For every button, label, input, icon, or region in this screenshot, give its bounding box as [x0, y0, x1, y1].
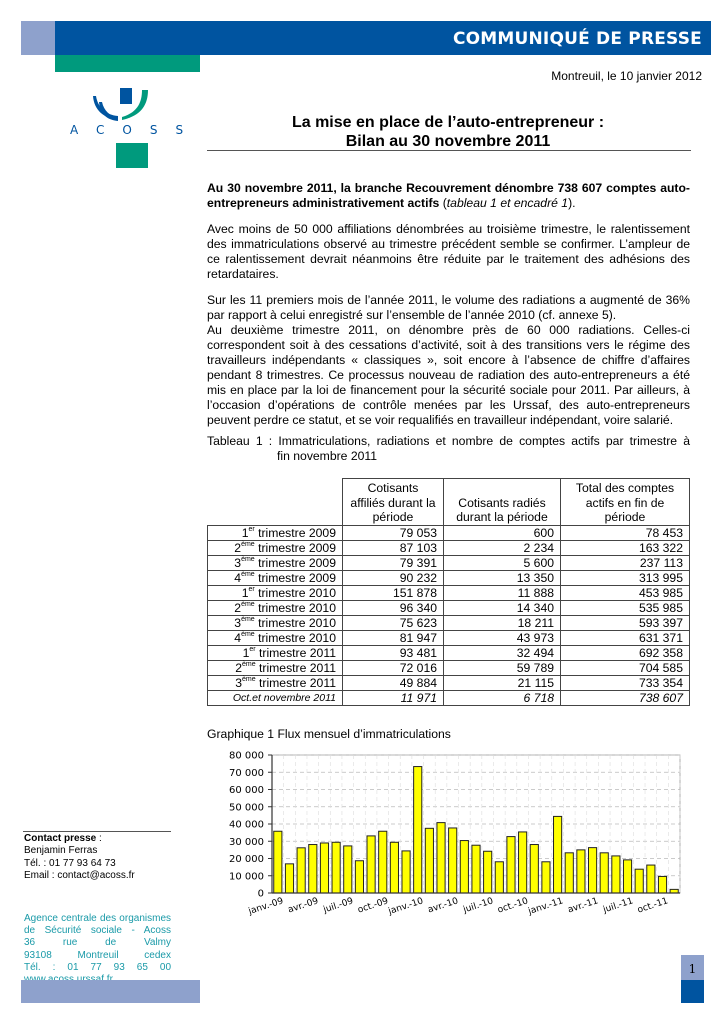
y-tick-label: 30 000 — [229, 836, 264, 848]
table-row: 3ème trimestre 2011 49 884 21 115 733 354 — [208, 675, 690, 690]
bar — [367, 836, 375, 893]
bar — [658, 876, 666, 893]
table-caption: Tableau 1 : Immatriculations, radiations et nombre de comptes actifs par trimestre à fin novembre 2011 — [207, 434, 690, 463]
x-tick-label: juil.-11 — [602, 896, 635, 916]
bar — [414, 767, 422, 893]
bar — [623, 860, 631, 893]
logo-wordmark: ACOSS — [70, 123, 202, 137]
data-table — [207, 478, 690, 706]
banner-title: COMMUNIQUÉ DE PRESSE — [452, 29, 702, 49]
x-tick-label: avr.-11 — [566, 896, 600, 916]
bar — [635, 869, 643, 893]
bar — [274, 831, 282, 893]
column-header: Total des comptes actifs en fin de période — [561, 479, 690, 526]
x-tick-label: juil.-10 — [462, 896, 495, 916]
contact-phone: Tél. : 01 77 93 64 73 — [24, 857, 116, 869]
sidebar-divider — [23, 831, 171, 832]
bar — [309, 845, 317, 893]
table-row: 3ème trimestre 2010 75 623 18 211 593 397 — [208, 615, 690, 630]
lead-paragraph: Au 30 novembre 2011, la branche Recouvrement dénombre 738 607 comptes auto-entrepreneurs administrativement actifs (tableau 1 et encadré 1). — [207, 181, 690, 210]
y-tick-label: 20 000 — [229, 854, 264, 865]
agency-address: Agence centrale des organismes de Sécurité sociale - Acoss 36 rue de Valmy 93108 Montreuil cedex Tél. : 01 77 93 65 00 — [24, 913, 171, 986]
bar — [588, 848, 596, 893]
document-title: La mise en place de l’auto-entrepreneur : Bilan au 30 novembre 2011 — [291, 114, 605, 150]
table-row: 1er trimestre 2009 79 053 600 78 453 — [208, 525, 690, 540]
bar — [600, 853, 608, 893]
header-light-block — [21, 21, 55, 55]
bar — [449, 828, 457, 893]
bar — [612, 856, 620, 893]
bar-chart — [205, 745, 695, 925]
table-row: 3ème trimestre 2009 79 391 5 600 237 113 — [208, 555, 690, 570]
bar — [402, 851, 410, 893]
y-tick-label: 70 000 — [229, 767, 264, 779]
table-row: 1er trimestre 2010 151 878 11 888 453 985 — [208, 585, 690, 600]
bar — [519, 832, 527, 893]
y-tick-label: 60 000 — [229, 785, 264, 796]
x-tick-label: janv.-09 — [247, 896, 285, 917]
y-tick-label: 40 000 — [229, 819, 264, 831]
bar — [379, 831, 387, 893]
table-row: 1er trimestre 2011 93 481 32 494 692 358 — [208, 645, 690, 660]
bar — [390, 842, 398, 893]
bar — [297, 848, 305, 893]
y-tick-label: 10 000 — [229, 871, 264, 883]
x-tick-label: janv.-10 — [387, 896, 425, 917]
page-number: 1 — [688, 962, 697, 976]
x-tick-label: janv.-11 — [527, 896, 565, 917]
header-green-block — [55, 55, 200, 72]
table-row: 4ème trimestre 2009 90 232 13 350 313 995 — [208, 570, 690, 585]
bar — [320, 843, 328, 893]
bar — [425, 828, 433, 893]
dateline: Montreuil, le 10 janvier 2012 — [551, 69, 702, 83]
table-row: 2ème trimestre 2009 87 103 2 234 163 322 — [208, 540, 690, 555]
bar — [530, 845, 538, 893]
x-tick-label: oct.-09 — [356, 896, 390, 916]
x-tick-label: oct.-11 — [636, 896, 670, 916]
page-number-accent — [681, 980, 704, 1003]
table-row: 2ème trimestre 2011 72 016 59 789 704 585 — [208, 660, 690, 675]
x-tick-label: avr.-09 — [286, 896, 320, 916]
y-tick-label: 0 — [257, 888, 264, 900]
paragraph-4: Au deuxième trimestre 2011, on dénombre près de 60 000 radiations. Celles-ci correspondent soit à des cessations d’activité, soit à des transitions vers le régime des travailleurs indépendants « classiques », soit encore à l’absence de chiffre d’affaires pendant 8 trimestres. Ce processus nouveau de radiation des auto-entrepreneurs a été mis en place par la loi de financement pour la sécurité sociale pour 2011. Par ailleurs, à l’occasion d’opérations de contrôle menées par les Urssaf, des auto-entrepreneurs peuvent perdre ce statut, et se voir requalifiés en travailleur indépendant, voire salarié. — [207, 323, 690, 427]
press-contact: Contact presse : Benjamin Ferras Tél. : 01 77 93 64 73 Email : contact@acoss.fr — [24, 833, 135, 881]
contact-email[interactable]: Email : contact@acoss.fr — [24, 869, 135, 881]
contact-name: Benjamin Ferras — [24, 845, 98, 857]
bar — [460, 841, 468, 893]
bar — [577, 850, 585, 893]
bar — [495, 862, 503, 893]
bar — [344, 846, 352, 893]
x-tick-label: avr.-10 — [426, 896, 460, 916]
bar — [472, 845, 480, 893]
title-divider — [207, 150, 691, 151]
bar — [565, 853, 573, 893]
bar — [285, 864, 293, 893]
y-tick-label: 50 000 — [229, 802, 264, 814]
x-tick-label: oct.-10 — [496, 896, 530, 916]
table-header-row — [208, 479, 690, 526]
y-tick-label: 80 000 — [229, 750, 264, 762]
footer-bar — [21, 980, 200, 1003]
bar — [484, 851, 492, 893]
bar — [647, 865, 655, 893]
column-header: Cotisants radiés durant la période — [444, 479, 561, 526]
bar — [437, 823, 445, 893]
x-tick-label: juil.-09 — [322, 896, 355, 916]
chart-title: Graphique 1 Flux mensuel d’immatriculations — [207, 727, 451, 741]
paragraph-3: Sur les 11 premiers mois de l’année 2011, le volume des radiations a augmenté de 36% par rapport à celui enregistré sur l’ensemble de l’année 2010 (cf. annexe 5). Au deuxième trimestre 2011, on dénombre près de 60 000 radiations. Celles-ci correspondent soit à des cessations d’activité, soit à des transitions vers le régime des travailleurs indépendants « classiques », soit encore à l’absence de chiffre d’affaires pendant 8 trimestres. Ce processus nouveau de radiation des auto-entrepreneurs a été mis en place par la loi de financement pour la sécurité sociale pour 2011. Par ailleurs, à l’occasion d’opérations de contrôle menées par les Urssaf, des auto-entrepreneurs peuvent perdre ce statut, et se voir requalifiés en travailleur indépendant, voire salarié. — [207, 293, 690, 427]
bar — [542, 862, 550, 893]
bar — [507, 837, 515, 893]
bar — [355, 861, 363, 893]
table-row: 2ème trimestre 2010 96 340 14 340 535 985 — [208, 600, 690, 615]
table-row: 4ème trimestre 2010 81 947 43 973 631 371 — [208, 630, 690, 645]
bar — [554, 816, 562, 893]
paragraph-2: Avec moins de 50 000 affiliations dénombrées au troisième trimestre, le ralentissement des immatriculations observé au trimestre précédent semble se confirmer. L’ampleur de ce ralentissement devrait néanmoins être réduite par le traitement des adhésions des retardataires. — [207, 222, 690, 281]
table-row: Oct.et novembre 2011 11 971 6 718 738 607 — [208, 690, 690, 705]
column-header: Cotisants affiliés durant la période — [343, 479, 444, 526]
bar — [332, 842, 340, 893]
